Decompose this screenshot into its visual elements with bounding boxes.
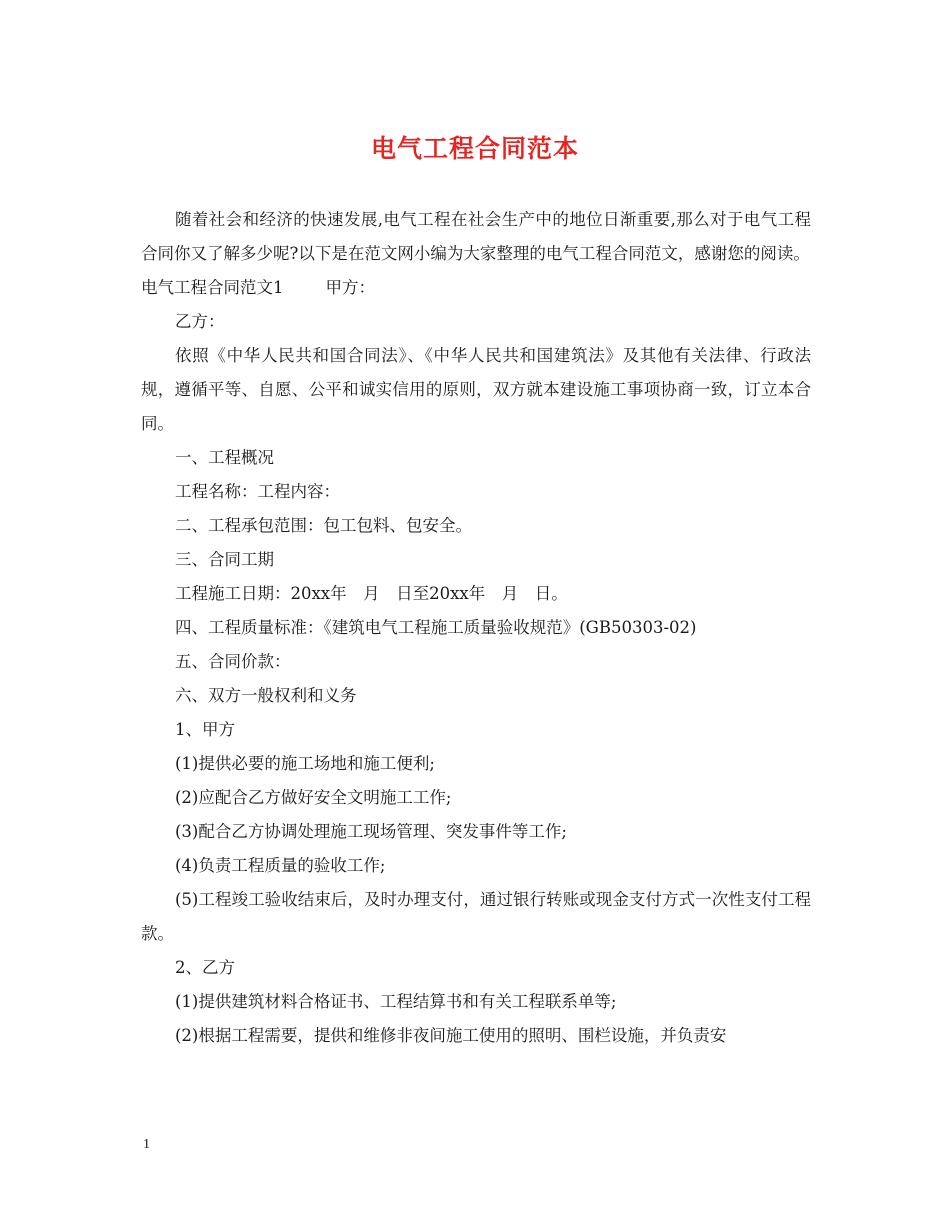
list-item: (2)根据工程需要，提供和维修非夜间施工使用的照明、围栏设施，并负责安: [175, 1026, 727, 1045]
party-a-label: 甲方：: [325, 278, 375, 297]
document-title: 电气工程合同范本: [370, 134, 579, 163]
list-item: (4)负责工程质量的验收工作;: [175, 856, 386, 875]
clause-text: 工程名称：工程内容：: [175, 482, 340, 501]
intro-paragraph: 随着社会和经济的快速发展,电气工程在社会生产中的地位日渐重要,那么对于电气工程合同你又了解多少呢?以下是在范文网小编为大家整理的电气工程合同范文，感谢您的阅读。: [141, 210, 811, 263]
clause-heading: 四、工程质量标准：《建筑电气工程施工质量验收规范》(GB50303-02): [175, 618, 697, 637]
sample-heading: 电气工程合同范文1: [141, 278, 284, 297]
clause-text: 工程施工日期：20xx年 月 日至20xx年 月 日。: [175, 584, 568, 603]
party-b-label: 乙方：: [175, 312, 225, 331]
list-item: (5)工程竣工验收结束后，及时办理支付，通过银行转账或现金支付方式一次性支付工程款。: [141, 890, 811, 943]
clause-heading: 一、工程概况: [175, 448, 274, 467]
legal-basis-paragraph: 依照《中华人民共和国合同法》、《中华人民共和国建筑法》及其他有关法律、行政法规，遵循平等、自愿、公平和诚实信用的原则，双方就本建设施工事项协商一致，订立本合同。: [141, 346, 811, 433]
clause-heading: 二、工程承包范围：包工包料、包安全。: [175, 516, 472, 535]
sub-heading: 1、甲方: [175, 720, 235, 739]
list-item: (1)提供建筑材料合格证书、工程结算书和有关工程联系单等;: [175, 992, 617, 1011]
clause-heading: 五、合同价款：: [175, 652, 291, 671]
sub-heading: 2、乙方: [175, 958, 235, 977]
document-body: [141, 203, 811, 1053]
list-item: (3)配合乙方协调处理施工现场管理、突发事件等工作;: [175, 822, 567, 841]
clause-heading: 六、双方一般权利和义务: [175, 686, 357, 705]
section-heading-line: [141, 271, 811, 305]
list-item: (1)提供必要的施工场地和施工便利;: [175, 754, 435, 773]
page-number: 1: [143, 1137, 150, 1152]
list-item: (2)应配合乙方做好安全文明施工工作;: [175, 788, 452, 807]
clause-heading: 三、合同工期: [175, 550, 274, 569]
